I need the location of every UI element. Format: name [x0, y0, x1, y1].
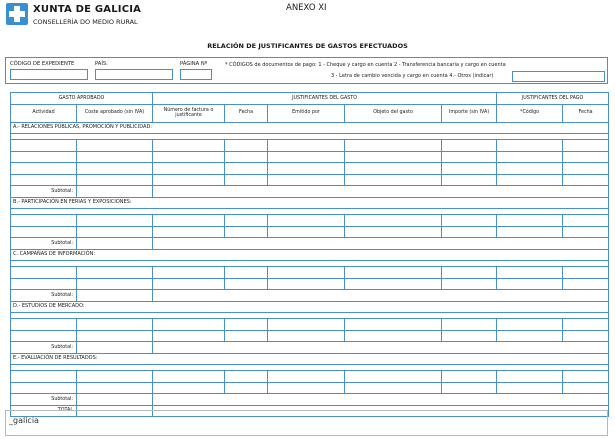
expenses-table: [10, 92, 609, 417]
col-objeto-gasto: Objeto del gasto: [345, 104, 442, 122]
table-row[interactable]: [11, 151, 609, 163]
col-actividad: Actividad: [11, 104, 77, 122]
pagina-label: PÁGINA Nº: [180, 61, 208, 67]
table-row[interactable]: [11, 278, 609, 290]
table-row[interactable]: [11, 140, 609, 152]
subtotal-label: Subtotal:: [11, 342, 77, 354]
section-e-title: E.- EVALUACIÓN DE RESULTADOS:: [11, 353, 609, 365]
table-row[interactable]: [11, 382, 609, 394]
col-codigo: *Código: [497, 104, 563, 122]
org-title: XUNTA DE GALICIA: [33, 4, 142, 15]
group-justificantes-gasto: JUSTIFICANTES DEL GASTO: [153, 93, 497, 105]
otros-field[interactable]: [512, 71, 605, 82]
section-b-title: B.- PARTICIPACIÓN EN FERIAS Y EXPOSICIONES:: [11, 197, 609, 209]
col-numero-factura: Número de factura o justificante: [153, 104, 225, 122]
col-fecha-pago: Fecha: [563, 104, 609, 122]
table-row[interactable]: [11, 163, 609, 175]
total-label: TOTAL: [11, 405, 77, 417]
col-importe: Importe (sin IVA): [442, 104, 497, 122]
section-a-title: A.- RELACIONES PÚBLICAS, PROMOCIÓN Y PUBLICIDAD:: [11, 122, 609, 134]
table-row[interactable]: [11, 319, 609, 331]
expediente-label: CÓDIGO DE EXPEDIENTE: [10, 61, 75, 67]
payment-codes-line-1: * CÓDIGOS de documentos de pago: 1 - Cheque y cargo en cuenta 2 - Transferencia bancaria y cargo en cuenta: [225, 62, 506, 68]
footer-bar: [5, 410, 608, 436]
org-subtitle: CONSELLERÍA DO MEDIO RURAL: [33, 18, 138, 26]
table-row[interactable]: [11, 330, 609, 342]
annex-label: ANEXO XI: [286, 3, 327, 13]
subtotal-label: Subtotal:: [11, 394, 77, 406]
subtotal-row: [11, 238, 609, 250]
galicia-logo: _galicia: [9, 416, 39, 425]
group-justificantes-pago: JUSTIFICANTES DEL PAGO: [497, 93, 609, 105]
subtotal-value[interactable]: [77, 394, 153, 406]
table-row[interactable]: [11, 174, 609, 186]
payment-codes-line-2: 3 - Letra de cambio vencida y cargo en cuenta 4.- Otros (indicar): [331, 73, 494, 79]
col-emitido-por: Emitido por: [268, 104, 345, 122]
subtotal-label: Subtotal:: [11, 238, 77, 250]
group-gasto-aprobado: GASTO APROBADO: [11, 93, 153, 105]
section-d-title: D.- ESTUDIOS DE MERCADO:: [11, 301, 609, 313]
subtotal-label: Subtotal:: [11, 290, 77, 302]
table-row[interactable]: [11, 267, 609, 279]
col-coste-aprobado: Coste aprobado (sin IVA): [77, 104, 153, 122]
pais-field[interactable]: [95, 69, 173, 80]
subtotal-value[interactable]: [77, 186, 153, 198]
subtotal-value[interactable]: [77, 342, 153, 354]
xunta-cross-icon: [6, 3, 28, 25]
subtotal-value[interactable]: [77, 238, 153, 250]
table-row[interactable]: [11, 226, 609, 238]
subtotal-row: [11, 394, 609, 406]
subtotal-row: [11, 342, 609, 354]
subtotal-row: [11, 186, 609, 198]
col-fecha: Fecha: [225, 104, 268, 122]
expediente-field[interactable]: [10, 69, 88, 80]
section-c-title: C. CAMPAÑAS DE INFORMACIÓN:: [11, 249, 609, 261]
xunta-logo: [6, 3, 156, 29]
subtotal-label: Subtotal:: [11, 186, 77, 198]
table-row[interactable]: [11, 371, 609, 383]
page-title: RELACIÓN DE JUSTIFICANTES DE GASTOS EFECTUADOS: [207, 42, 408, 50]
pagina-field[interactable]: [180, 69, 212, 80]
table-row[interactable]: [11, 215, 609, 227]
subtotal-value[interactable]: [77, 290, 153, 302]
pais-label: PAÍS:: [95, 61, 108, 67]
expedient-header: [5, 57, 608, 84]
subtotal-row: [11, 290, 609, 302]
